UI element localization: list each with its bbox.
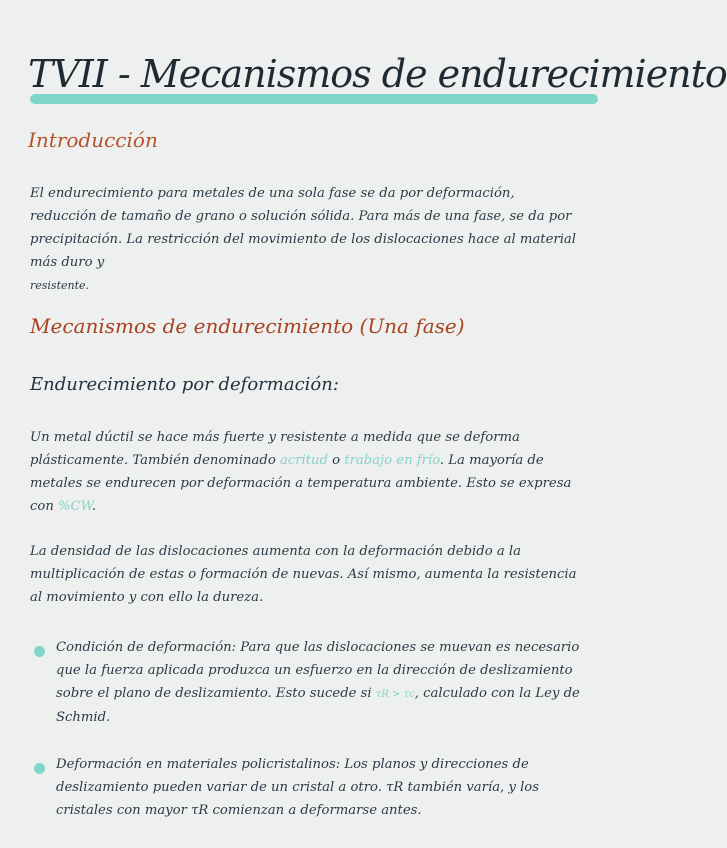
list-item [30, 753, 580, 822]
intro-paragraph [30, 182, 580, 297]
list-item [30, 636, 580, 729]
bullet-2-text-a: Deformación en materiales policristalinos: Los planos y direcciones de deslizamiento pueden variar de un cristal a otro. τR también varía, y los cristales con mayor τR comienzan a deformarse antes. [56, 757, 540, 818]
bullet-dot-icon [34, 763, 45, 774]
page-title: TVII - Mecanismos de endurecimiento [28, 52, 727, 96]
bullet-text [56, 757, 539, 818]
bullet-text [56, 640, 580, 725]
highlight-trabajo-en-frio: trabajo en frío [344, 453, 440, 468]
bullet-list [30, 636, 580, 846]
intro-text: El endurecimiento para metales de una sola fase se da por deformación, reducción de tamaño de grano o solución sólida. Para más de una fase, se da por precipitación. La restricción del movimiento de los dislocaciones hace al material más duro y [30, 186, 577, 270]
bullet-1-text-a: Condición de deformación: Para que las dislocaciones se muevan es necesario que la fuerza aplicada produzca un esfuerzo en la dirección de deslizamiento sobre el plano de deslizamiento. Esto sucede si [56, 640, 580, 701]
intro-text-end: resistente. [30, 279, 90, 292]
intro-heading: Introducción [28, 128, 158, 152]
highlight-cw: %CW [58, 499, 92, 514]
dislocation-density-paragraph: La densidad de las dislocaciones aumenta con la deformación debido a la multiplicación de estas o formación de nuevas. Así mismo, aumenta la resistencia al movimiento y con ello la dureza. [30, 544, 577, 605]
p2-text-b: o [327, 453, 345, 468]
section-heading: Mecanismos de endurecimiento (Una fase) [30, 314, 465, 338]
p2-text-d: . [91, 499, 97, 514]
bullet-1-highlight: τR > τc [375, 689, 415, 700]
highlight-acritud: acritud [279, 453, 328, 468]
p2-text-c: . La mayoría de metales se endurecen por deformación a temperatura ambiente. Esto se expresa con [30, 453, 572, 514]
title-block [22, 50, 727, 108]
bullet-dot-icon [34, 646, 45, 657]
subsection-heading: Endurecimiento por deformación: [30, 374, 339, 395]
bullet-1-text-b: , calculado con la Ley de Schmid. [56, 686, 580, 725]
deformation-paragraph [30, 426, 580, 518]
p2-text-a: Un metal dúctil se hace más fuerte y resistente a medida que se deforma plásticamente. También denominado [30, 430, 520, 468]
